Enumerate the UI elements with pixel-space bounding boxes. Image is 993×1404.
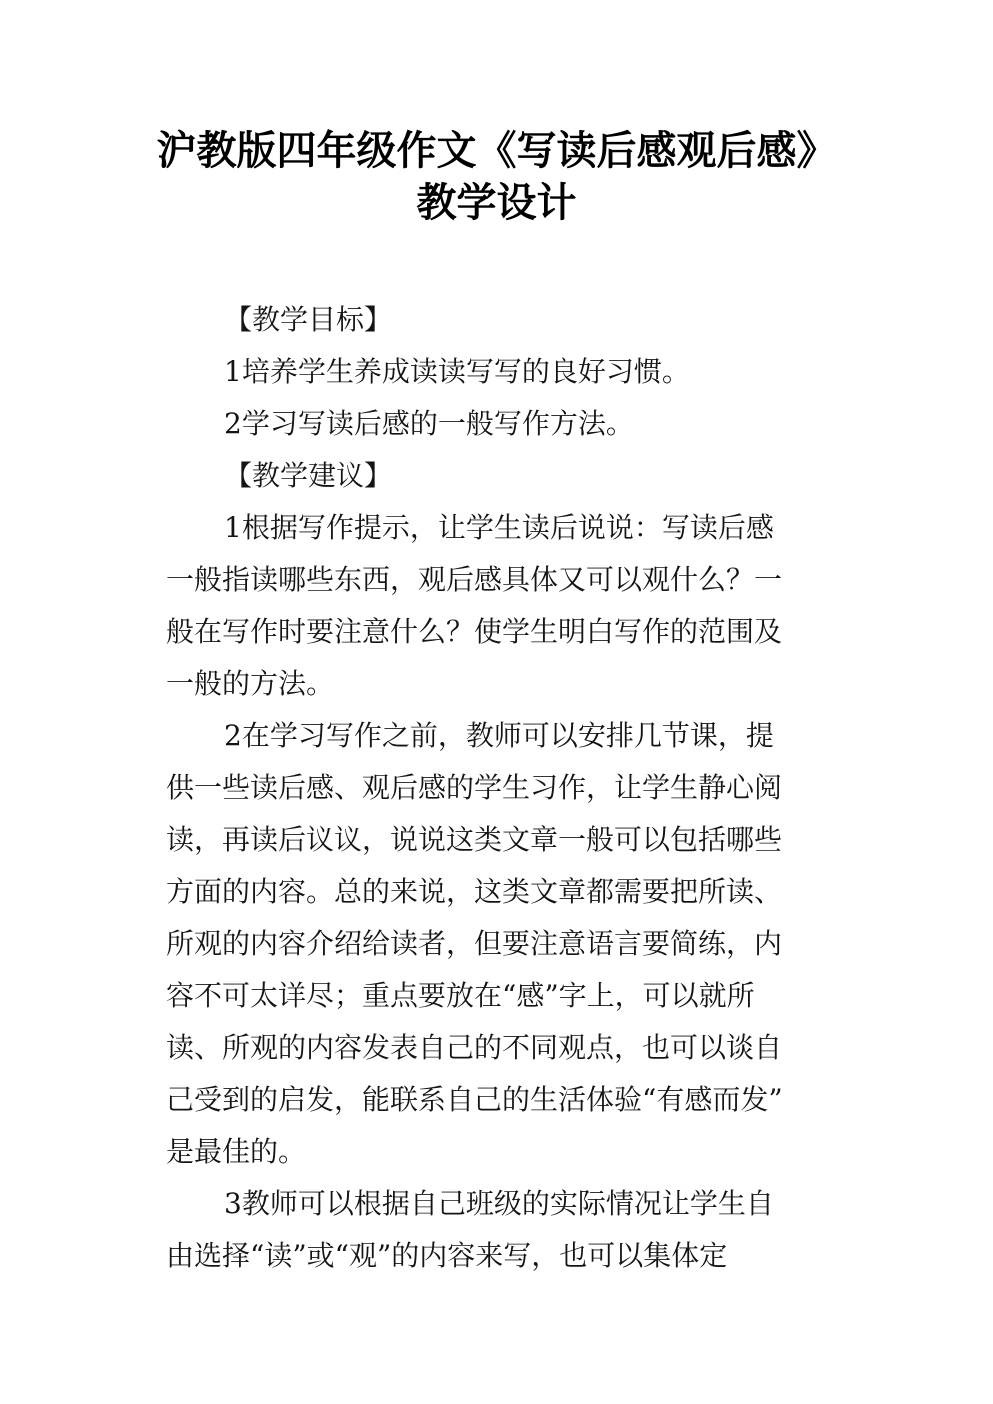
document-title: 沪教版四年级作文《写读后感观后感》 [156,128,837,174]
paragraph-line: 读，再读后议议，说说这类文章一般可以包括哪些 [166,823,783,856]
paragraph-line: 供一些读后感、观后感的学生习作，让学生静心阅 [166,771,783,804]
paragraph-line: 2学习写读后感的一般写作方法。 [224,407,634,440]
paragraph-line: 3教师可以根据自己班级的实际情况让学生自 [224,1187,774,1220]
paragraph-line: 由选择“读”或“观”的内容来写，也可以集体定 [166,1239,728,1272]
paragraph-line: 己受到的启发，能联系自己的生活体验“有感而发” [166,1083,783,1116]
paragraph-line: 1培养学生养成读读写写的良好习惯。 [224,355,690,388]
paragraph-line: 是最佳的。 [166,1135,307,1168]
paragraph-line: 一般指读哪些东西，观后感具体又可以观什么？一 [166,563,783,596]
section-heading-suggestions: 【教学建议】 [224,459,393,492]
paragraph-line: 般在写作时要注意什么？使学生明白写作的范围及 [166,615,783,648]
paragraph-line: 容不可太详尽；重点要放在“感”字上，可以就所 [166,979,755,1012]
paragraph-line: 所观的内容介绍给读者，但要注意语言要简练，内 [166,927,783,960]
paragraph-line: 读、所观的内容发表自己的不同观点，也可以谈自 [166,1031,783,1064]
paragraph-line: 1根据写作提示，让学生读后说说：写读后感 [224,511,774,544]
document-subtitle: 教学设计 [416,180,577,226]
paragraph-line: 方面的内容。总的来说，这类文章都需要把所读、 [166,875,783,908]
section-heading-objectives: 【教学目标】 [224,303,393,336]
paragraph-line: 一般的方法。 [166,667,335,700]
paragraph-line: 2在学习写作之前，教师可以安排几节课，提 [224,719,774,752]
